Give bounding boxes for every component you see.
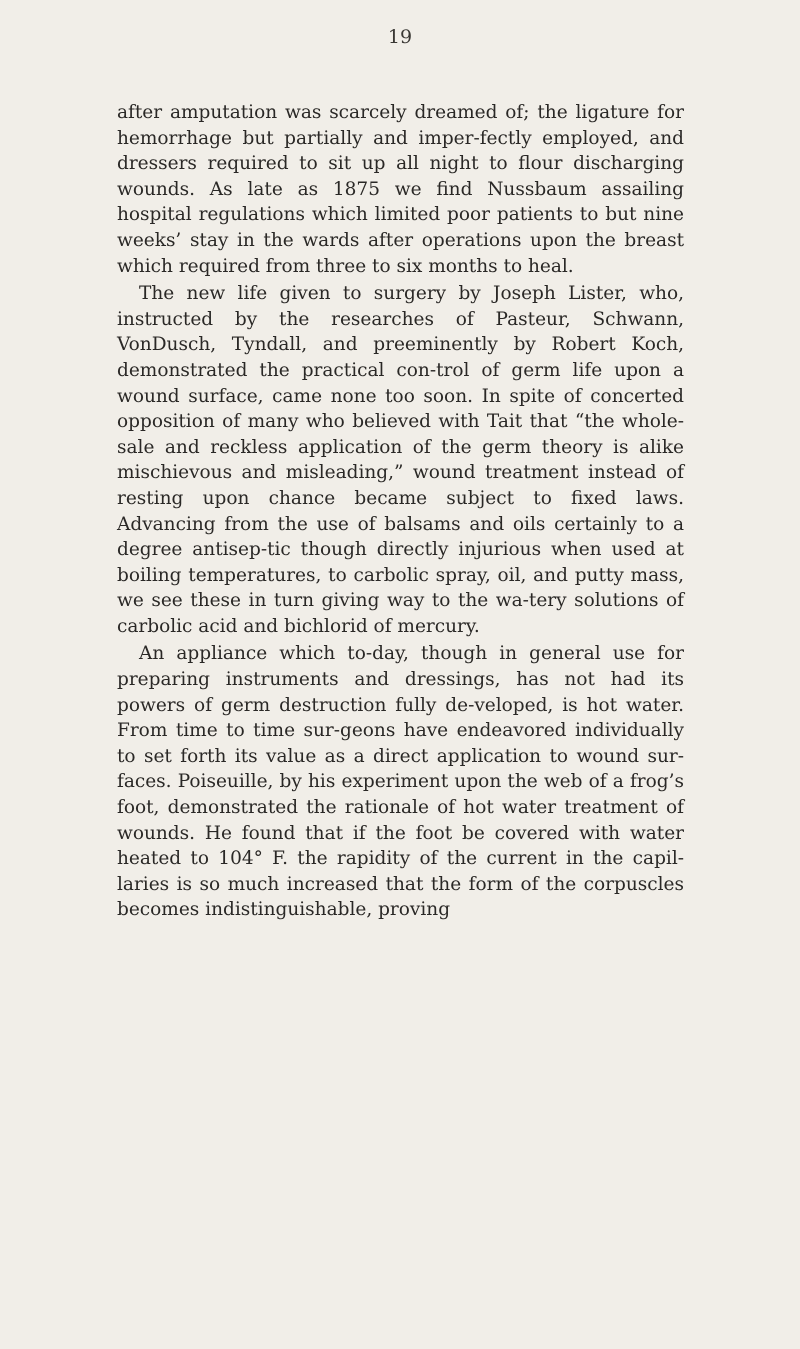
paragraph: after amputation was scarcely dreamed of; the ligature for hemorrhage but partially and imper-fectly employed, and dressers required to sit up all night to flour discharging wounds. As late as 1875 we find Nussbaum assailing hospital regulations which limited poor patients to but nine weeks’ stay in the wards after operations upon the breast which required from three to six months to heal. xyxy=(117,102,684,277)
body-text xyxy=(117,100,684,923)
page-number: 19 xyxy=(387,26,413,48)
paragraph: The new life given to surgery by Joseph Lister, who, instructed by the researches of Pasteur, Schwann, VonDusch, Tyndall, and preeminently by Robert Koch, demonstrated the practical con-trol of germ life upon a wound surface, came none too soon. In spite of concerted opposition of many who believed with Tait that “the whole-sale and reckless application of the germ theory is alike mischievous and misleading,” wound treatment instead of resting upon chance became subject to fixed laws. Advancing from the use of balsams and oils certainly to a degree antisep-tic though directly injurious when used at boiling temperatures, to carbolic spray, oil, and putty mass, we see these in turn giving way to the wa-tery solutions of carbolic acid and bichlorid of mercury. xyxy=(117,283,684,637)
paragraph: An appliance which to-day, though in general use for preparing instruments and dressings, has not had its powers of germ destruction fully de-veloped, is hot water. From time to time sur-geons have endeavored individually to set forth its value as a direct application to wound sur-faces. Poiseuille, by his experiment upon the web of a frog’s foot, demonstrated the rationale of hot water treatment of wounds. He found that if the foot be covered with water heated to 104° F. the rapidity of the current in the capil-laries is so much increased that the form of the corpuscles becomes indistinguishable, proving xyxy=(117,643,684,921)
